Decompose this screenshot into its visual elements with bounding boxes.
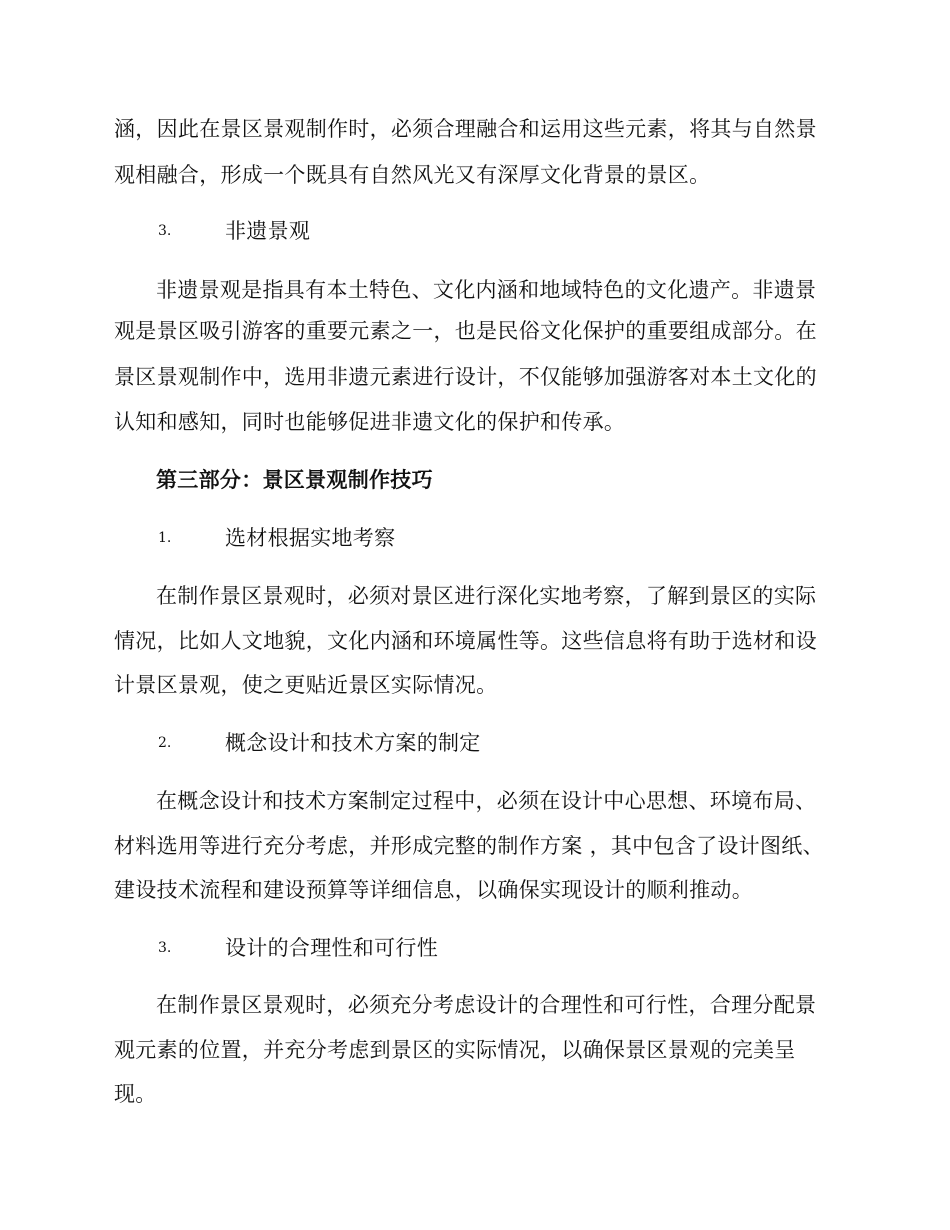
paragraph-line: 情况，比如人文地貌，文化内涵和环境属性等。这些信息将有助于选材和设	[114, 629, 817, 653]
section-heading: 第三部分：景区景观制作技巧	[156, 468, 433, 492]
paragraph-line: 在制作景区景观时，必须对景区进行深化实地考察，了解到景区的实际	[156, 584, 817, 608]
paragraph-line: 观是景区吸引游客的重要元素之一，也是民俗文化保护的重要组成部分。在	[114, 319, 817, 343]
paragraph-line: 在概念设计和技术方案制定过程中，必须在设计中心思想、环境布局、	[156, 789, 817, 813]
paragraph-line: 材料选用等进行充分考虑，并形成完整的制作方案 ，其中包含了设计图纸、	[114, 834, 824, 858]
paragraph-line: 现。	[114, 1082, 157, 1106]
list-item-number: 1.	[158, 530, 172, 546]
paragraph-line: 涵，因此在景区景观制作时，必须合理融合和运用这些元素，将其与自然景	[114, 117, 817, 141]
list-item-title: 概念设计和技术方案的制定	[225, 731, 481, 755]
paragraph-line: 景区景观制作中，选用非遗元素进行设计，不仅能够加强游客对本土文化的	[114, 365, 817, 389]
paragraph-line: 观相融合，形成一个既具有自然风光又有深厚文化背景的景区。	[114, 163, 711, 187]
list-item-title: 非遗景观	[225, 219, 311, 243]
list-item-title: 设计的合理性和可行性	[225, 936, 438, 960]
list-item-number: 2.	[158, 735, 172, 751]
list-item-number: 3.	[158, 940, 172, 956]
paragraph-line: 计景区景观，使之更贴近景区实际情况。	[114, 673, 498, 697]
paragraph-line: 观元素的位置，并充分考虑到景区的实际情况，以确保景区景观的完美呈	[114, 1038, 796, 1062]
paragraph-line: 认知和感知，同时也能够促进非遗文化的保护和传承。	[114, 410, 626, 434]
paragraph-line: 建设技术流程和建设预算等详细信息，以确保实现设计的顺利推动。	[114, 878, 753, 902]
list-item-number: 3.	[158, 223, 172, 239]
list-item-title: 选材根据实地考察	[225, 526, 396, 550]
paragraph-line: 在制作景区景观时，必须充分考虑设计的合理性和可行性，合理分配景	[156, 993, 817, 1017]
paragraph-line: 非遗景观是指具有本土特色、文化内涵和地域特色的文化遗产。非遗景	[156, 278, 817, 302]
